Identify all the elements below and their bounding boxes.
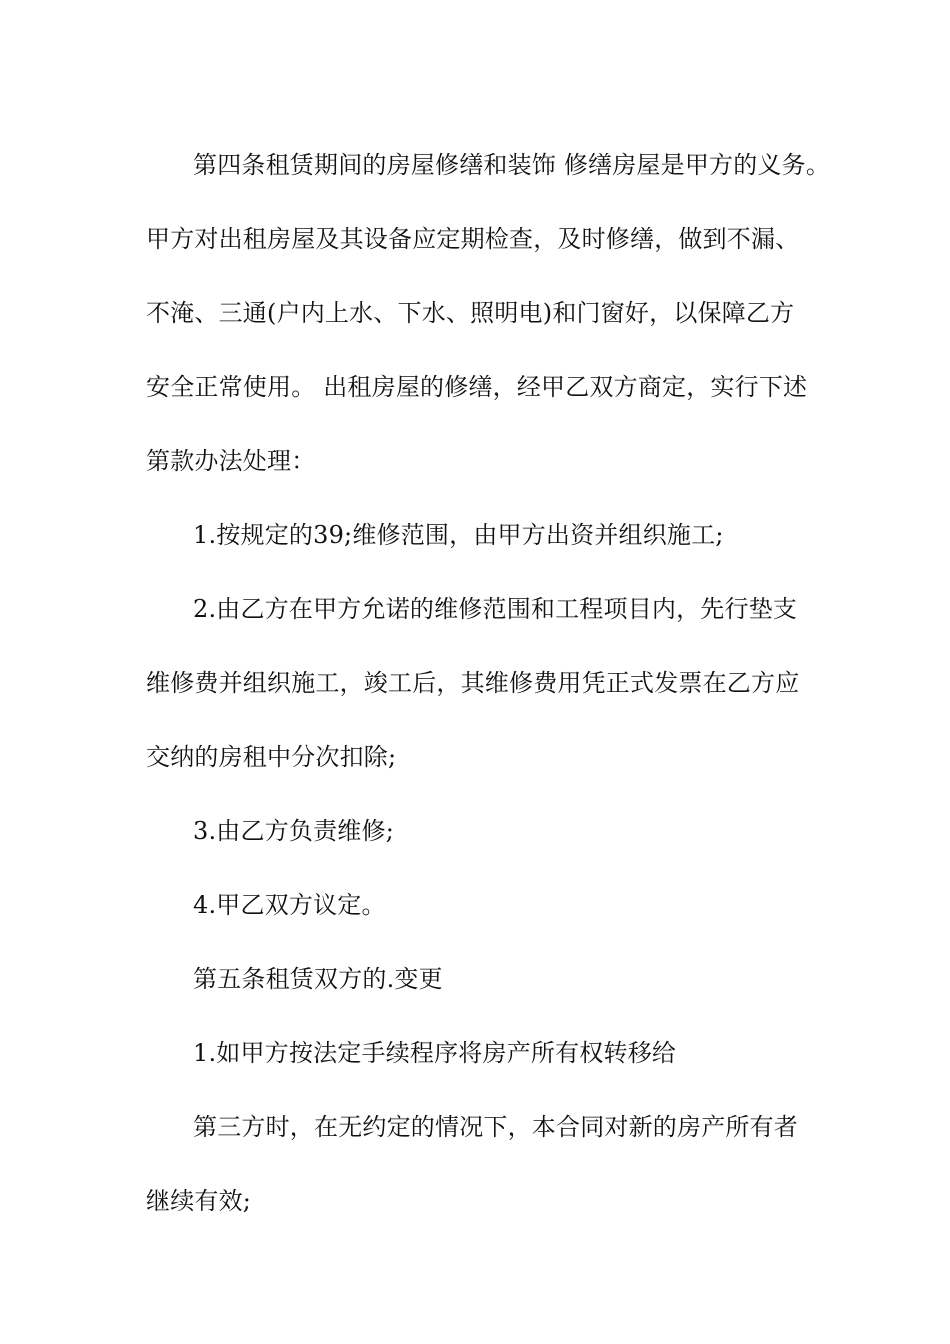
list-item-1: 1.按规定的39;维修范围，由甲方出资并组织施工; [193,521,724,549]
article-5-item-1: 1.如甲方按法定手续程序将房产所有权转移给 [193,1039,677,1067]
article-4-heading-line: 第四条租赁期间的房屋修缮和装饰 修缮房屋是甲方的义务。 [193,151,831,179]
list-item-2: 2.由乙方在甲方允诺的维修范围和工程项目内，先行垫支 [193,595,798,623]
text-line: 甲方对出租房屋及其设备应定期检查，及时修缮，做到不漏、 [146,225,800,253]
text-line: 第款办法处理： [146,447,316,475]
text-line: 不淹、三通(户内上水、下水、照明电)和门窗好，以保障乙方 [146,299,795,327]
document-body [146,128,831,1238]
text-line: 第三方时，在无约定的情况下，本合同对新的房产所有者 [193,1113,798,1141]
text-line: 维修费并组织施工，竣工后，其维修费用凭正式发票在乙方应 [146,669,800,697]
list-item-3: 3.由乙方负责维修; [193,817,394,845]
text-line: 交纳的房租中分次扣除; [146,743,397,771]
article-5-heading: 第五条租赁双方的.变更 [193,965,443,993]
text-line: 继续有效; [146,1187,252,1215]
text-line: 安全正常使用。 出租房屋的修缮，经甲乙双方商定，实行下述 [146,373,808,401]
list-item-4: 4.甲乙双方议定。 [193,891,386,919]
